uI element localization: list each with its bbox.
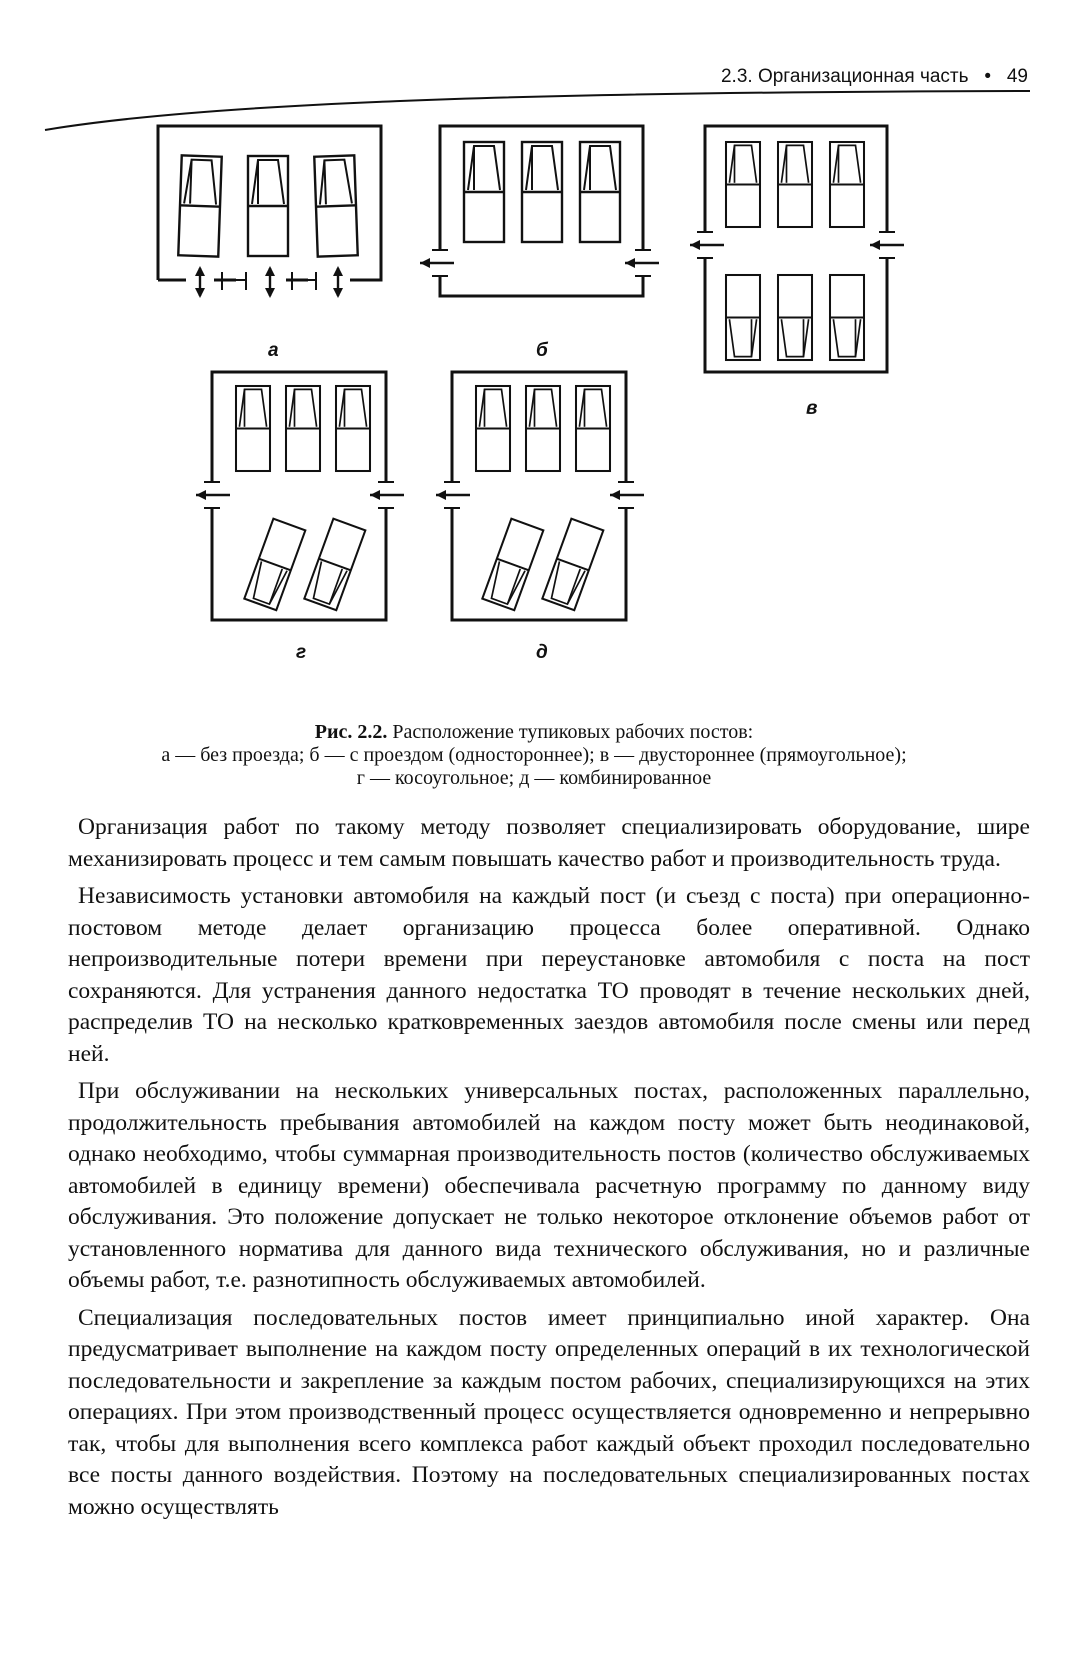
label-v: в — [806, 398, 818, 419]
caption-title-text: Расположение тупиковых рабочих постов: — [392, 721, 754, 743]
label-g: г — [296, 642, 307, 663]
running-header — [0, 64, 1068, 100]
paragraph-2: Независимость установки автомобиля на каждый пост (и съезд с поста) при операционно-постовом методе делает организацию процесса более оперативной. Однако непроизводительные потери времени при переустановке автомобиля с поста на пост сохраняются. Для устранения данного недостатка ТО проводят в течение нескольких дней, распределив ТО на несколько кратковременных заездов автомобиля после смены или перед ней. — [68, 883, 1030, 1067]
paragraph-3: При обслуживании на нескольких универсальных постах, расположенных параллельно, продолжительность пребывания автомобилей на каждом посту может быть неодинаковой, однако необходимо, чтобы суммарная производительность постов (количество обслуживаемых автомобилей в единицу времени) обеспечивала расчетную программу по данному виду обслуживания. Это положение допускает не только некоторое отклонение объемов работ от установленного норматива для данного вида технического обслуживания, но и различные объемы работ, т.е. разнотипность обслуживаемых автомобилей. — [68, 1078, 1030, 1293]
figure-caption — [0, 721, 1068, 790]
body-text — [68, 812, 1030, 1529]
caption-title-line — [0, 721, 1068, 744]
diagram-b — [420, 126, 659, 296]
section-title: 2.3. Организационная часть — [720, 66, 969, 87]
figure-2-2 — [0, 120, 1068, 700]
label-a: а — [268, 340, 279, 361]
diagram-v — [690, 126, 904, 372]
caption-figure-number: Рис. 2.2. — [314, 721, 388, 743]
label-b: б — [536, 340, 548, 361]
caption-line-2: а — без проезда; б — с проездом (одностороннее); в — двустороннее (прямоугольное); — [161, 744, 907, 766]
header-bullet: • — [984, 66, 992, 87]
diagram-a — [158, 126, 381, 298]
diagram-g — [196, 372, 404, 620]
paragraph-4: Специализация последовательных постов имеет принципиально иной характер. Она предусматривает выполнение на каждом посту определенных операций в их технологической последовательности и закрепление за каждым постом рабочих, специализирующихся на этих операциях. При этом производственный процесс осуществляется одновременно и непрерывно так, чтобы для выполнения всего комплекса работ каждый объект проходил последовательно все посты данного воздействия. Поэтому на последовательных специализированных постах можно осуществлять — [68, 1304, 1030, 1520]
label-d: д — [536, 642, 548, 663]
header-text — [721, 66, 1028, 88]
diagram-d — [436, 372, 644, 620]
caption-line-3: г — косоугольное; д — комбинированное — [356, 767, 712, 789]
page-number: 49 — [1006, 66, 1028, 87]
figure-drawing — [0, 120, 1068, 700]
paragraph-1: Организация работ по такому методу позволяет специализировать оборудование, шире механизировать процесс и тем самым повышать качество работ и производительность труда. — [68, 814, 1030, 872]
